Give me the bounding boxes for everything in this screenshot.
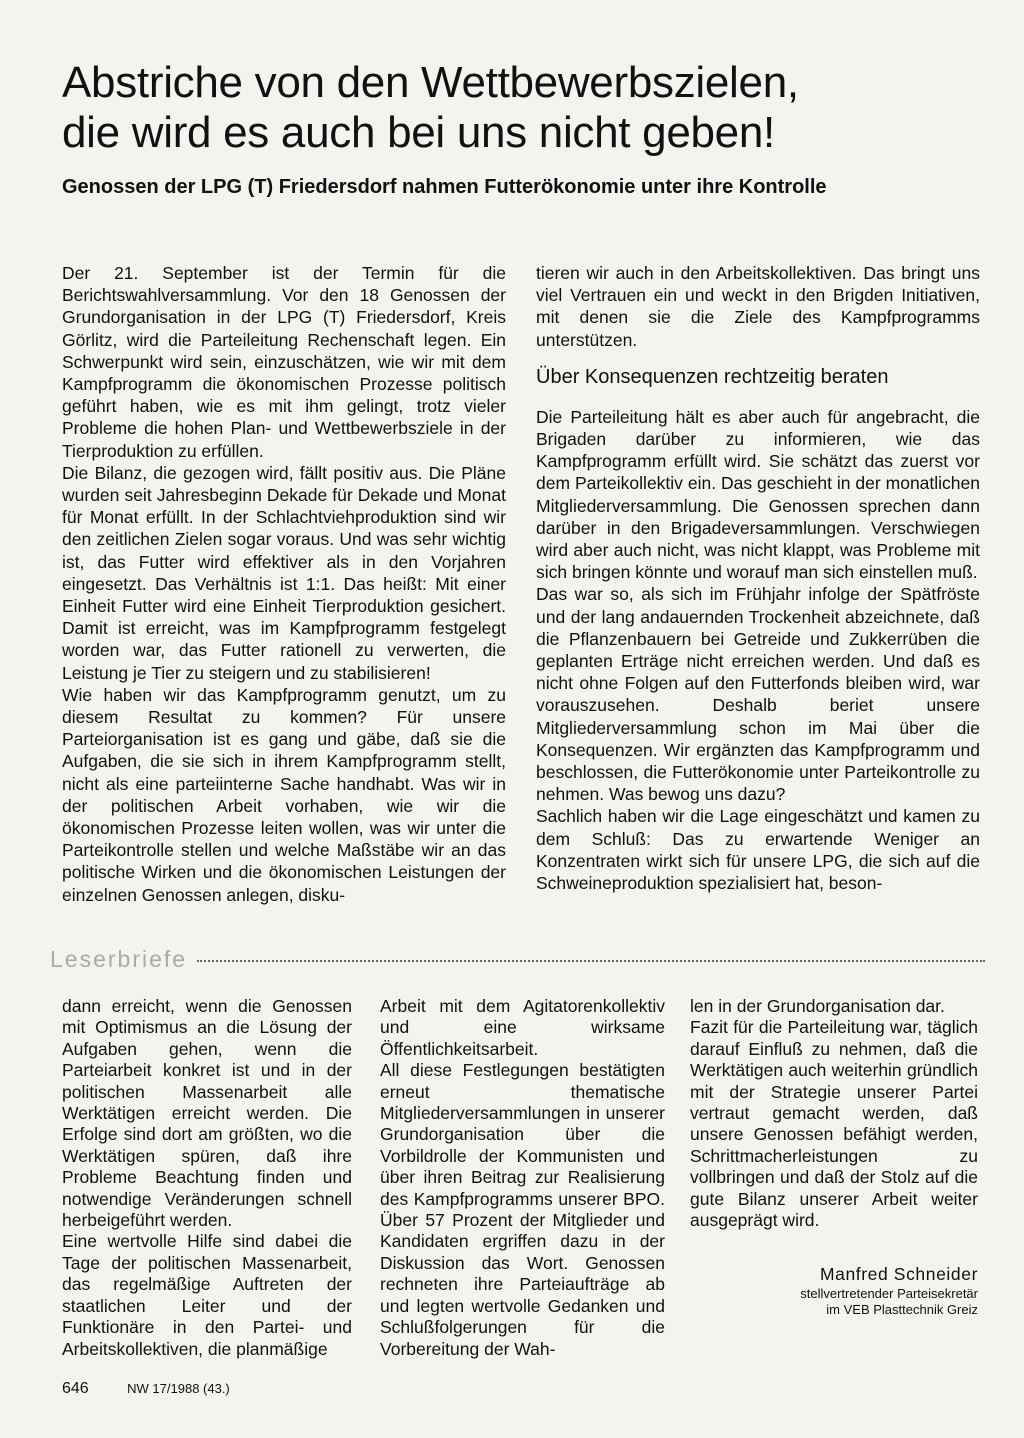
article-paragraph: Das war so, als sich im Frühjahr infolge der Spätfröste und der lang andauernden Trockenheit abzeichnete, daß die Pflanzenbauern bei Getreide und Zukkerrüben die geplanten Erträge nicht erreichen werden. Und daß es nicht ohne Folgen auf den Futterfonds bleiben wird, war vorauszusehen. Deshalb beriet unsere Mitgliederversammlung schon im Mai über die Konsequenzen. Wir ergänzten das Kampfprogramm und beschlossen, die Futterökonomie unter Parteikontrolle zu nehmen. Was bewog uns dazu? (536, 584, 980, 805)
letter-column-3 (690, 996, 978, 1231)
headline (62, 58, 962, 158)
article-column-right (536, 262, 980, 894)
author-signature (690, 1262, 978, 1318)
letter-paragraph: len in der Grundorganisation dar. (690, 996, 945, 1016)
letter-paragraph: All diese Festlegungen bestätigten erneut thematische Mitgliederversammlungen in unserer Grundorganisation über die Vorbildrolle der Kommunisten und über ihren Beitrag zur Realisierung des Kampfprogramms unserer BPO. Über 57 Prozent der Mitglieder und Kandidaten ergriffen dazu in der Diskussion das Wort. Genossen rechneten ihre Parteiaufträge ab und legten wertvolle Gedanken und Schlußfolgerungen für die Vorbereitung der Wah- (380, 1060, 665, 1359)
section-rubric (50, 944, 985, 974)
page-footer (62, 1380, 230, 1398)
letter-column-2 (380, 996, 665, 1360)
author-role: stellvertretender Parteisekretär (800, 1286, 978, 1301)
article-paragraph: Wie haben wir das Kampfprogramm genutzt, um zu diesem Resultat zu kommen? Für unsere Parteiorganisation ist es gang und gäbe, daß sie die Aufgaben, die sie sich in ihrem Kampfprogramm stellt, nicht als eine parteiinterne Sache handhabt. Was wir in der politischen Arbeit vorhaben, wie wir die ökonomischen Prozesse leiten wollen, was wir unter die Parteikontrolle stellen und welche Maßstäbe wir an das politische Wirken und die ökonomischen Leistungen der einzelnen Genossen anlegen, disku- (62, 684, 506, 905)
headline-line-2: die wird es auch bei uns nicht geben! (62, 108, 775, 157)
article-paragraph: Der 21. September ist der Termin für die Berichtswahlversammlung. Vor den 18 Genossen der Grundorganisation in der LPG (T) Friedersdorf, Kreis Görlitz, wird die Parteileitung Rechenschaft legen. Ein Schwerpunkt wird sein, einzuschätzen, wie wir mit dem Kampfprogramm die ökonomischen Prozesse politisch geführt haben, wie es mit ihm gelingt, trotz vieler Probleme die hohen Plan- und Wettbewerbsziele in der Tierproduktion zu erfüllen. (62, 263, 506, 461)
rubric-label: Leserbriefe (50, 945, 188, 972)
rubric-divider (197, 960, 985, 962)
letter-paragraph: Eine wertvolle Hilfe sind dabei die Tage der politischen Massenarbeit, das regelmäßige Auftreten der staatlichen Leiter und der Funktionäre in den Partei- und Arbeitskollektiven, die planmäßige (62, 1231, 352, 1359)
letter-paragraph: Fazit für die Parteileitung war, täglich darauf Einfluß zu nehmen, daß die Werktätigen auch weiterhin gründlich mit der Strategie unserer Partei vertraut gemacht werden, daß unsere Genossen befähigt werden, Schrittmacherleistungen zu vollbringen und daß der Stolz auf die gute Bilanz unserer Arbeit weiter ausgeprägt wird. (690, 1017, 978, 1231)
author-name: Manfred Schneider (819, 1264, 978, 1284)
headline-line-1: Abstriche von den Wettbewerbszielen, (62, 58, 799, 107)
issue-reference: NW 17/1988 (43.) (127, 1381, 230, 1396)
letter-paragraph: dann erreicht, wenn die Genossen mit Optimismus an die Lösung der Aufgaben gehen, wenn die Parteiarbeit konkret ist und in der politischen Massenarbeit alle Werktätigen erreicht werden. Die Erfolge sind dort am größten, wo die Werktätigen spüren, daß ihre Probleme Beachtung finden und notwendige Veränderungen schnell herbeigeführt werden. (62, 996, 352, 1231)
article-column-left (62, 262, 506, 906)
article-paragraph: Die Parteileitung hält es aber auch für angebracht, die Brigaden darüber zu informieren, wie das Kampfprogramm erfüllt wird. Sie schätzt das zuerst vor dem Parteikollektiv ein. Das geschieht in der monatlichen Mitgliederversammlung. Die Genossen sprechen dann darüber in den Brigadeversammlungen. Verschwiegen wird aber auch nicht, was nicht klappt, was Probleme mit sich bringen könnte und worauf man sich einstellen muß. (536, 406, 980, 583)
author-organization: im VEB Plasttechnik Greiz (826, 1302, 978, 1317)
section-heading: Über Konsequenzen rechtzeitig beraten (536, 365, 889, 388)
article-paragraph: Die Bilanz, die gezogen wird, fällt positiv aus. Die Pläne wurden seit Jahresbeginn Dekade für Dekade und Monat für Monat erfüllt. In der Schlachtviehproduktion sind wir den zeitlichen Zielen sogar voraus. Und was sehr wichtig ist, das Futter wird effektiver als in den Vorjahren eingesetzt. Das Verhältnis ist 1:1. Das heißt: Mit einer Einheit Futter wird eine Einheit Tierproduktion gesichert. Damit ist erreicht, was im Kampfprogramm festgelegt worden war, das Futter rationell zu verwerten, die Leistung je Tier zu steigern und zu stabilisieren! (62, 462, 506, 683)
page-number: 646 (62, 1380, 89, 1397)
article-paragraph: tieren wir auch in den Arbeitskollektiven. Das bringt uns viel Vertrauen ein und weckt in den Brigden Initiativen, mit denen sie die Ziele des Kampfprogramms unterstützen. (536, 263, 980, 350)
letter-paragraph: Arbeit mit dem Agitatorenkollektiv und eine wirksame Öffentlichkeitsarbeit. (380, 996, 665, 1059)
subheadline: Genossen der LPG (T) Friedersdorf nahmen Futterökonomie unter ihre Kontrolle (62, 176, 827, 198)
letter-column-1 (62, 996, 352, 1360)
article-paragraph: Sachlich haben wir die Lage eingeschätzt und kamen zu dem Schluß: Das zu erwartende Weniger an Konzentraten wirkt sich für unsere LPG, die sich auf die Schweineproduktion spezialisiert hat, beson- (536, 806, 980, 894)
